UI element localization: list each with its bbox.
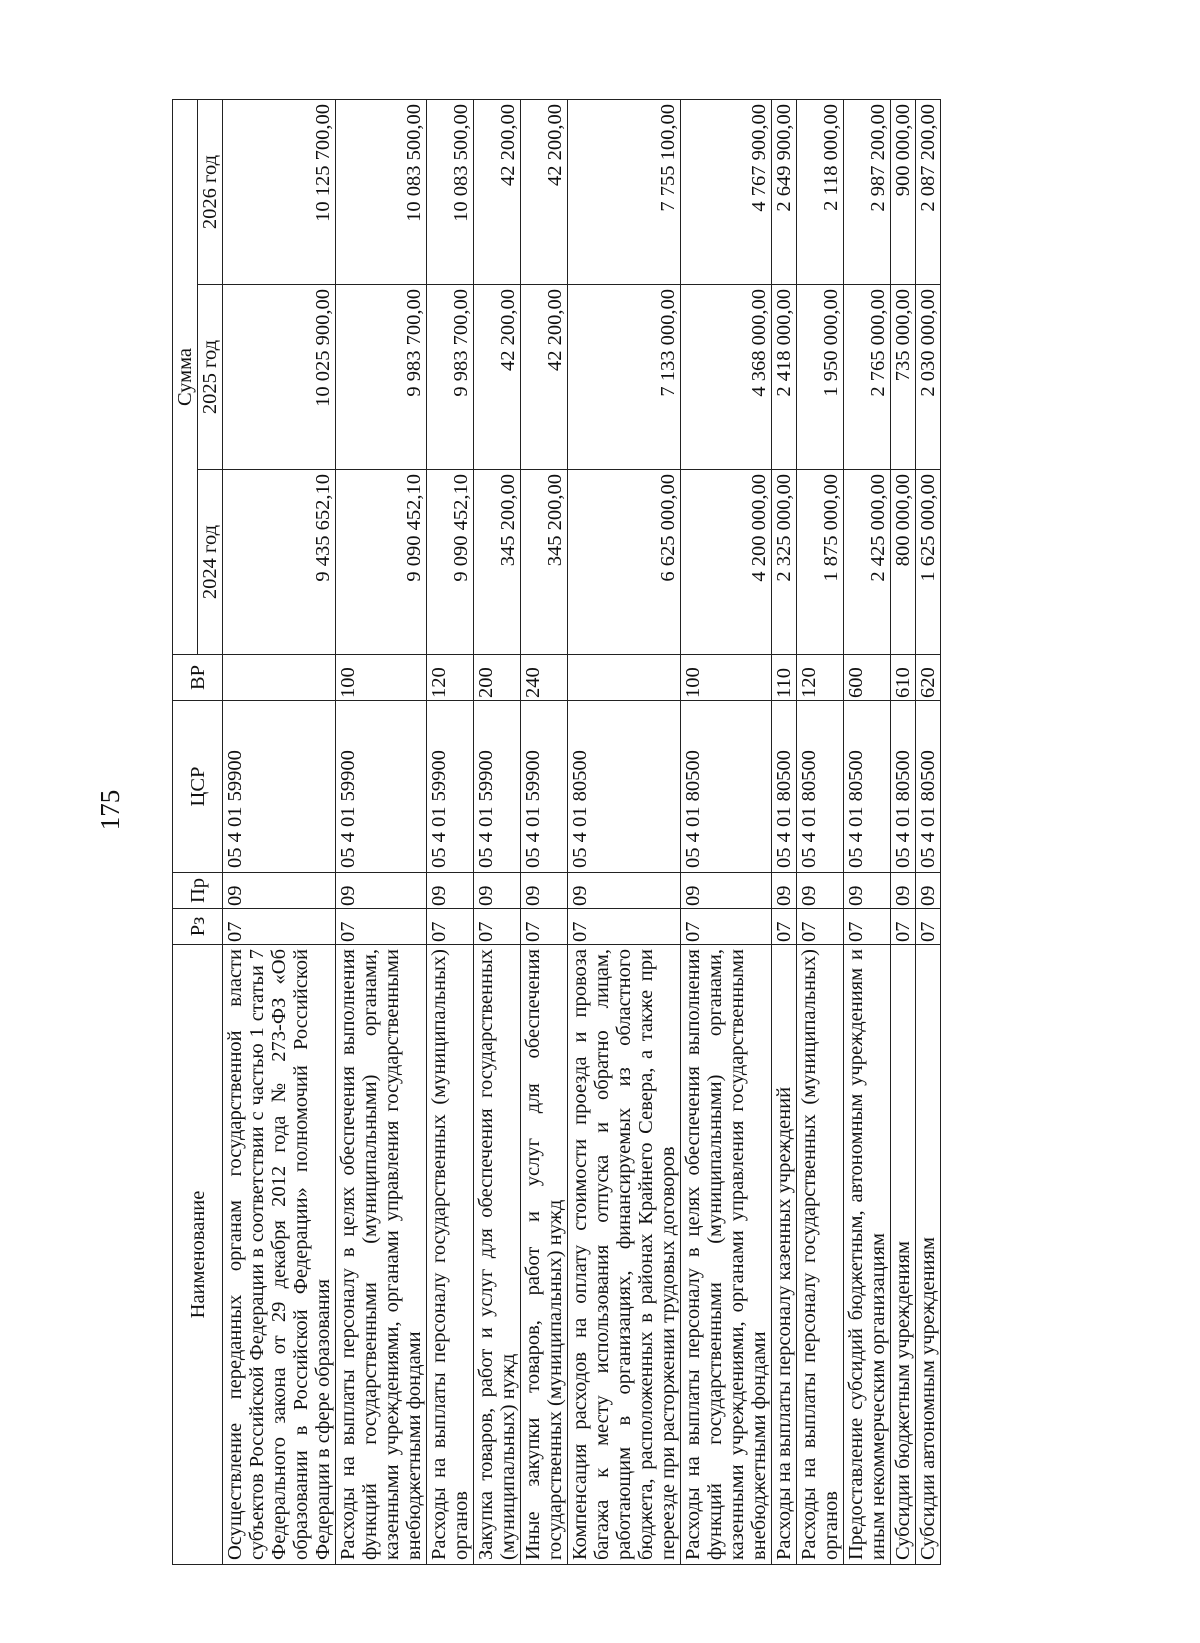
row-sum-2024-cell: 1 625 000,00	[916, 470, 941, 655]
row-csr-cell: 05 4 01 80500	[681, 701, 772, 873]
table-row	[772, 99, 797, 1564]
budget-table-sheet	[172, 100, 1092, 1565]
row-rz-cell: 07	[223, 909, 336, 945]
row-name-cell: Расходы на выплаты персоналу в целях обеспечения выполнения функций государственными (муниципальными) органами, казенными учреждениями, органами управления государственными внебюджетными фондами	[681, 945, 772, 1565]
row-sum-2025-cell: 9 983 700,00	[427, 285, 474, 470]
row-vr-cell	[223, 655, 336, 701]
row-pr-cell: 09	[336, 873, 427, 909]
row-csr-cell: 05 4 01 59900	[336, 701, 427, 873]
row-sum-2025-cell: 4 368 000,00	[681, 285, 772, 470]
row-sum-2024-cell: 9 090 452,10	[336, 470, 427, 655]
row-csr-cell: 05 4 01 80500	[772, 701, 797, 873]
row-csr-cell: 05 4 01 59900	[223, 701, 336, 873]
header-pr: Пр	[173, 873, 223, 909]
row-csr-cell: 05 4 01 80500	[916, 701, 941, 873]
row-rz-cell: 07	[521, 909, 568, 945]
row-sum-2024-cell: 2 325 000,00	[772, 470, 797, 655]
table-row	[336, 99, 427, 1564]
row-rz-cell: 07	[797, 909, 844, 945]
row-sum-2026-cell: 2 987 200,00	[844, 99, 891, 284]
row-vr-cell: 120	[427, 655, 474, 701]
table-row	[891, 99, 916, 1564]
row-sum-2025-cell: 9 983 700,00	[336, 285, 427, 470]
row-sum-2026-cell: 42 200,00	[474, 99, 521, 284]
row-csr-cell: 05 4 01 80500	[568, 701, 681, 873]
row-sum-2025-cell: 42 200,00	[474, 285, 521, 470]
row-sum-2025-cell: 1 950 000,00	[797, 285, 844, 470]
row-rz-cell: 07	[568, 909, 681, 945]
row-sum-2026-cell: 42 200,00	[521, 99, 568, 284]
row-rz-cell: 07	[336, 909, 427, 945]
row-pr-cell: 09	[797, 873, 844, 909]
row-pr-cell: 09	[681, 873, 772, 909]
header-year-2026: 2026 год	[198, 99, 223, 284]
row-csr-cell: 05 4 01 80500	[844, 701, 891, 873]
table-row	[521, 99, 568, 1564]
table-row	[568, 99, 681, 1564]
row-csr-cell: 05 4 01 59900	[427, 701, 474, 873]
row-csr-cell: 05 4 01 80500	[797, 701, 844, 873]
row-sum-2024-cell: 2 425 000,00	[844, 470, 891, 655]
row-vr-cell: 120	[797, 655, 844, 701]
header-year-2024: 2024 год	[198, 470, 223, 655]
row-sum-2024-cell: 800 000,00	[891, 470, 916, 655]
row-vr-cell: 620	[916, 655, 941, 701]
row-pr-cell: 09	[474, 873, 521, 909]
row-csr-cell: 05 4 01 80500	[891, 701, 916, 873]
row-rz-cell: 07	[772, 909, 797, 945]
row-sum-2026-cell: 7 755 100,00	[568, 99, 681, 284]
row-vr-cell: 600	[844, 655, 891, 701]
row-name-cell: Расходы на выплаты персоналу в целях обеспечения выполнения функций государственными (муниципальными) органами, казенными учреждениями, органами управления государственными внебюджетными фондами	[336, 945, 427, 1565]
row-name-cell: Субсидии автономным учреждениям	[916, 945, 941, 1565]
row-pr-cell: 09	[844, 873, 891, 909]
row-rz-cell: 07	[916, 909, 941, 945]
table-row	[681, 99, 772, 1564]
row-pr-cell: 09	[521, 873, 568, 909]
row-vr-cell: 100	[681, 655, 772, 701]
row-sum-2026-cell: 4 767 900,00	[681, 99, 772, 284]
row-pr-cell: 09	[891, 873, 916, 909]
row-sum-2025-cell: 735 000,00	[891, 285, 916, 470]
row-rz-cell: 07	[891, 909, 916, 945]
row-name-cell: Предоставление субсидий бюджетным, автономным учреждениям и иным некоммерческим организациям	[844, 945, 891, 1565]
table-row	[916, 99, 941, 1564]
header-csr: ЦСР	[173, 701, 223, 873]
row-rz-cell: 07	[427, 909, 474, 945]
row-sum-2026-cell: 2 118 000,00	[797, 99, 844, 284]
table-row	[223, 99, 336, 1564]
header-vr: ВР	[173, 655, 223, 701]
row-name-cell: Компенсация расходов на оплату стоимости проезда и провоза багажа к месту использования отпуска и обратно лицам, работающим в организациях, финансируемых из областного бюджета, расположенных в районах Крайнего Севера, а также при переезде при расторжении трудовых договоров	[568, 945, 681, 1565]
header-rz: Рз	[173, 909, 223, 945]
row-sum-2026-cell: 10 125 700,00	[223, 99, 336, 284]
row-sum-2024-cell: 1 875 000,00	[797, 470, 844, 655]
row-sum-2024-cell: 9 435 652,10	[223, 470, 336, 655]
row-sum-2026-cell: 2 087 200,00	[916, 99, 941, 284]
page-number: 175	[95, 789, 125, 831]
table-row	[427, 99, 474, 1564]
row-vr-cell	[568, 655, 681, 701]
row-vr-cell: 200	[474, 655, 521, 701]
row-name-cell: Иные закупки товаров, работ и услуг для обеспечения государственных (муниципальных) нужд	[521, 945, 568, 1565]
header-name: Наименование	[173, 945, 223, 1565]
row-rz-cell: 07	[681, 909, 772, 945]
row-sum-2024-cell: 6 625 000,00	[568, 470, 681, 655]
row-pr-cell: 09	[772, 873, 797, 909]
row-csr-cell: 05 4 01 59900	[474, 701, 521, 873]
table-row	[844, 99, 891, 1564]
row-name-cell: Закупка товаров, работ и услуг для обеспечения государственных (муниципальных) нужд	[474, 945, 521, 1565]
row-name-cell: Расходы на выплаты персоналу казенных учреждений	[772, 945, 797, 1565]
row-name-cell: Расходы на выплаты персоналу государственных (муниципальных) органов	[797, 945, 844, 1565]
header-year-2025: 2025 год	[198, 285, 223, 470]
row-sum-2025-cell: 2 418 000,00	[772, 285, 797, 470]
row-sum-2024-cell: 345 200,00	[521, 470, 568, 655]
row-sum-2026-cell: 10 083 500,00	[336, 99, 427, 284]
table-row	[797, 99, 844, 1564]
row-vr-cell: 100	[336, 655, 427, 701]
row-name-cell: Расходы на выплаты персоналу государственных (муниципальных) органов	[427, 945, 474, 1565]
row-sum-2026-cell: 2 649 900,00	[772, 99, 797, 284]
budget-table	[172, 99, 941, 1565]
row-vr-cell: 240	[521, 655, 568, 701]
row-rz-cell: 07	[474, 909, 521, 945]
row-name-cell: Осуществление переданных органам государственной власти субъектов Российской Федерации в соответствии с частью 1 статьи 7 Федерального закона от 29 декабря 2012 года № 273-ФЗ «Об образовании в Российской Федерации» полномочий Российской Федерации в сфере образования	[223, 945, 336, 1565]
row-sum-2026-cell: 900 000,00	[891, 99, 916, 284]
row-sum-2025-cell: 10 025 900,00	[223, 285, 336, 470]
row-sum-2026-cell: 10 083 500,00	[427, 99, 474, 284]
row-sum-2024-cell: 4 200 000,00	[681, 470, 772, 655]
row-sum-2024-cell: 9 090 452,10	[427, 470, 474, 655]
row-pr-cell: 09	[916, 873, 941, 909]
row-name-cell: Субсидии бюджетным учреждениям	[891, 945, 916, 1565]
row-vr-cell: 610	[891, 655, 916, 701]
row-csr-cell: 05 4 01 59900	[521, 701, 568, 873]
row-sum-2024-cell: 345 200,00	[474, 470, 521, 655]
row-rz-cell: 07	[844, 909, 891, 945]
row-sum-2025-cell: 2 030 000,00	[916, 285, 941, 470]
row-pr-cell: 09	[223, 873, 336, 909]
row-sum-2025-cell: 42 200,00	[521, 285, 568, 470]
row-pr-cell: 09	[568, 873, 681, 909]
row-pr-cell: 09	[427, 873, 474, 909]
row-sum-2025-cell: 7 133 000,00	[568, 285, 681, 470]
row-vr-cell: 110	[772, 655, 797, 701]
table-body	[223, 99, 941, 1564]
row-sum-2025-cell: 2 765 000,00	[844, 285, 891, 470]
table-row	[474, 99, 521, 1564]
header-sum-group: Сумма	[173, 99, 198, 654]
header-row-top	[173, 99, 198, 1564]
